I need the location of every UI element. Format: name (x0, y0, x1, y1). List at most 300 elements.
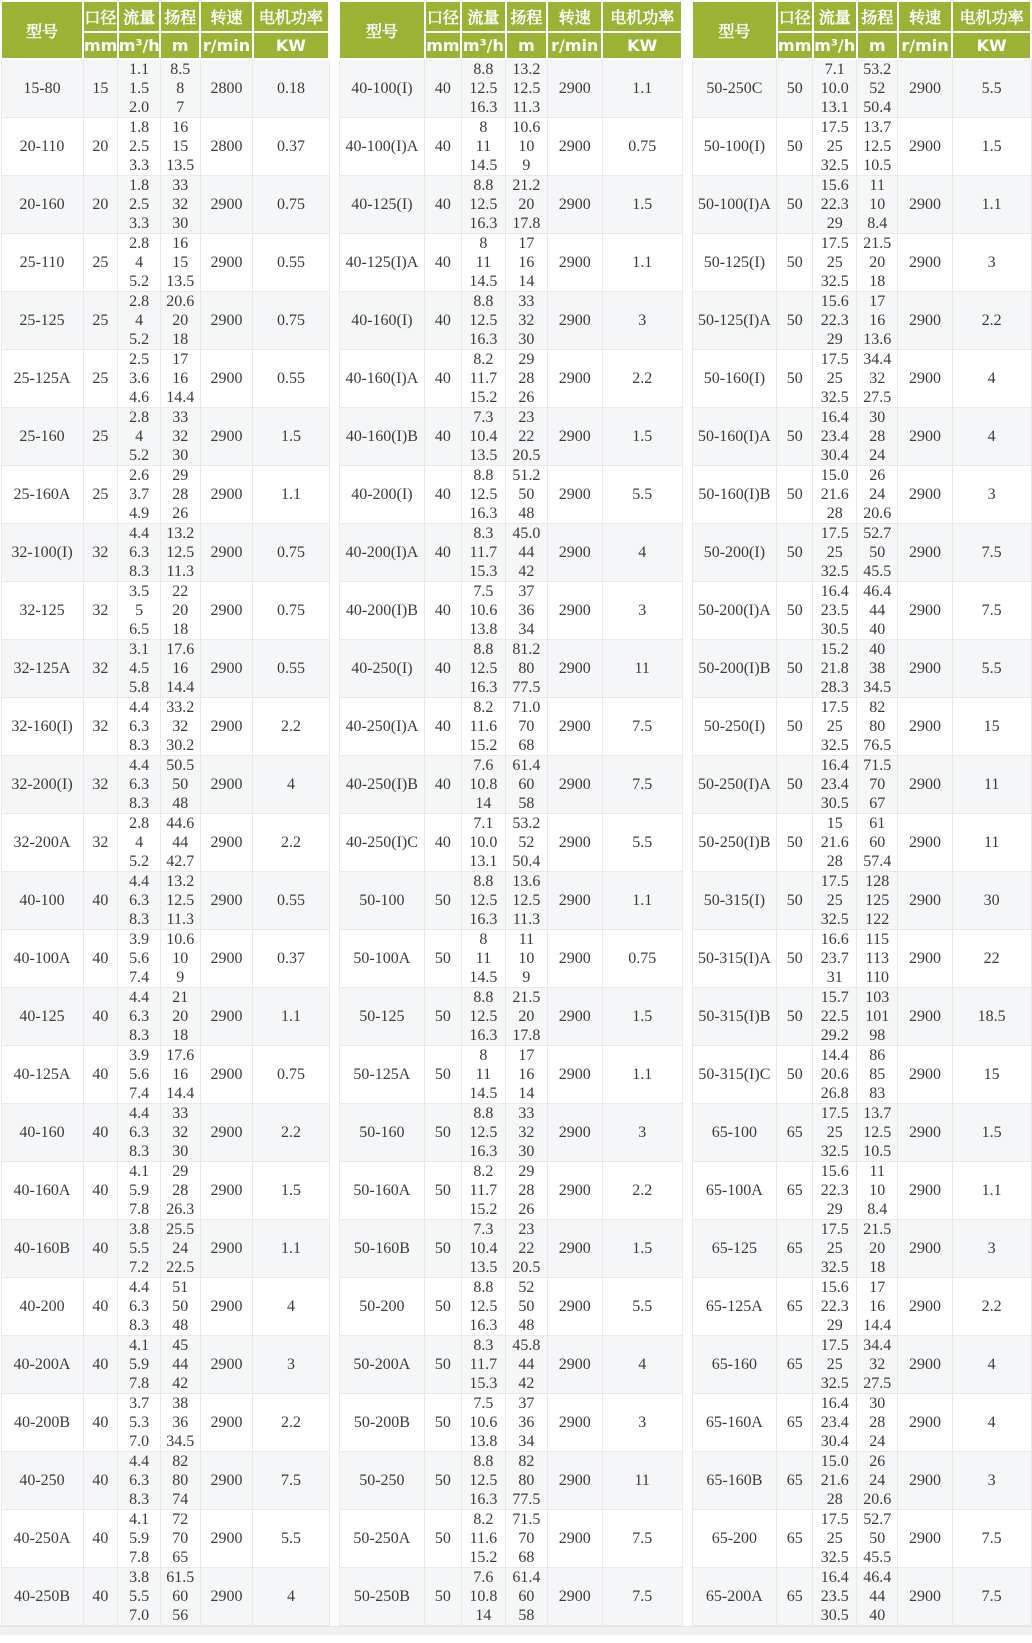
table-row (692, 582, 1031, 640)
head-cell: 13.2 12.5 11.3 (160, 524, 200, 582)
flow-cell: 2.6 3.7 4.9 (118, 466, 161, 524)
speed-cell: 2900 (898, 756, 953, 814)
speed-cell: 2900 (547, 930, 602, 988)
col-header-model: 型号 (1, 1, 83, 59)
col-header-flow: 流量 (813, 1, 857, 32)
model-cell: 32-200A (1, 814, 83, 872)
power-cell: 2.2 (602, 350, 682, 408)
table-row (692, 1046, 1031, 1104)
power-cell: 11 (602, 640, 682, 698)
table-header (339, 1, 682, 59)
head-cell: 21.5 20 17.8 (506, 988, 548, 1046)
diameter-cell: 40 (83, 1104, 118, 1162)
power-cell: 1.5 (602, 408, 682, 466)
speed-cell: 2900 (200, 756, 253, 814)
speed-cell: 2900 (898, 466, 953, 524)
table-row (1, 1162, 329, 1220)
diameter-cell: 50 (425, 930, 461, 988)
diameter-cell: 50 (425, 1336, 461, 1394)
power-cell: 7.5 (952, 582, 1031, 640)
table-row (339, 1336, 682, 1394)
flow-cell: 1.8 2.5 3.3 (118, 176, 161, 234)
head-cell: 11 10 9 (506, 930, 548, 988)
col-unit-head: m (160, 32, 200, 59)
model-cell: 50-160(I)B (692, 466, 777, 524)
speed-cell: 2900 (898, 1568, 953, 1626)
model-cell: 65-125A (692, 1278, 777, 1336)
table-row (339, 1568, 682, 1626)
col-unit-head: m (857, 32, 898, 59)
table-row (339, 524, 682, 582)
diameter-cell: 40 (425, 59, 461, 118)
model-cell: 50-100(I)A (692, 176, 777, 234)
speed-cell: 2900 (200, 1336, 253, 1394)
flow-cell: 16.4 23.4 30.4 (813, 1394, 857, 1452)
model-cell: 40-125 (1, 988, 83, 1046)
speed-cell: 2900 (200, 234, 253, 292)
power-cell: 7.5 (253, 1452, 329, 1510)
power-cell: 1.5 (602, 988, 682, 1046)
power-cell: 3 (602, 292, 682, 350)
flow-cell: 8 11 14.5 (461, 930, 506, 988)
flow-cell: 16.6 23.7 31 (813, 930, 857, 988)
table-row (692, 176, 1031, 234)
diameter-cell: 50 (777, 176, 813, 234)
speed-cell: 2900 (547, 872, 602, 930)
model-cell: 50-250A (339, 1510, 425, 1568)
table-row (1, 234, 329, 292)
speed-cell: 2900 (547, 292, 602, 350)
speed-cell: 2900 (547, 1568, 602, 1626)
diameter-cell: 40 (83, 1046, 118, 1104)
model-cell: 40-160(I)A (339, 350, 425, 408)
power-cell: 7.5 (602, 756, 682, 814)
power-cell: 30 (952, 872, 1031, 930)
table-row (692, 640, 1031, 698)
flow-cell: 3.1 4.5 5.8 (118, 640, 161, 698)
power-cell: 3 (602, 1104, 682, 1162)
diameter-cell: 50 (777, 988, 813, 1046)
model-cell: 40-100 (1, 872, 83, 930)
diameter-cell: 50 (777, 814, 813, 872)
flow-cell: 8.8 12.5 16.3 (461, 1104, 506, 1162)
pump-spec-table-1 (0, 0, 330, 1626)
speed-cell: 2900 (547, 698, 602, 756)
flow-cell: 15.6 22.3 29 (813, 1278, 857, 1336)
flow-cell: 17.5 25 32.5 (813, 1510, 857, 1568)
table-row (339, 988, 682, 1046)
col-header-diameter: 口径 (425, 1, 461, 32)
flow-cell: 2.8 4 5.2 (118, 234, 161, 292)
speed-cell: 2900 (547, 176, 602, 234)
diameter-cell: 65 (777, 1220, 813, 1278)
flow-cell: 17.5 25 32.5 (813, 234, 857, 292)
flow-cell: 15.6 22.3 29 (813, 292, 857, 350)
head-cell: 33 32 30 (160, 176, 200, 234)
model-cell: 40-160A (1, 1162, 83, 1220)
col-header-power: 电机功率 (952, 1, 1031, 32)
speed-cell: 2900 (200, 872, 253, 930)
table-row (1, 176, 329, 234)
head-cell: 25.5 24 22.5 (160, 1220, 200, 1278)
head-cell: 10.6 10 9 (160, 930, 200, 988)
power-cell: 3 (602, 582, 682, 640)
head-cell: 17 16 13.6 (857, 292, 898, 350)
table-row (339, 1394, 682, 1452)
flow-cell: 8.3 11.7 15.3 (461, 1336, 506, 1394)
model-cell: 32-100(I) (1, 524, 83, 582)
diameter-cell: 50 (777, 234, 813, 292)
speed-cell: 2800 (200, 118, 253, 176)
diameter-cell: 50 (425, 1104, 461, 1162)
diameter-cell: 40 (425, 466, 461, 524)
power-cell: 4 (602, 1336, 682, 1394)
col-unit-diameter: mm (777, 32, 813, 59)
model-cell: 40-125(I) (339, 176, 425, 234)
flow-cell: 4.4 6.3 8.3 (118, 1278, 161, 1336)
diameter-cell: 40 (83, 930, 118, 988)
power-cell: 7.5 (952, 524, 1031, 582)
head-cell: 13.7 12.5 10.5 (857, 118, 898, 176)
flow-cell: 8.2 11.6 15.2 (461, 698, 506, 756)
diameter-cell: 50 (425, 872, 461, 930)
speed-cell: 2900 (898, 582, 953, 640)
power-cell: 2.2 (602, 1162, 682, 1220)
col-header-flow: 流量 (461, 1, 506, 32)
head-cell: 13.2 12.5 11.3 (160, 872, 200, 930)
head-cell: 52.7 50 45.5 (857, 1510, 898, 1568)
table-row (339, 176, 682, 234)
table-row (339, 1278, 682, 1336)
diameter-cell: 50 (777, 1046, 813, 1104)
model-cell: 32-125 (1, 582, 83, 640)
col-unit-speed: r/min (898, 32, 953, 59)
diameter-cell: 50 (425, 1394, 461, 1452)
speed-cell: 2900 (547, 1452, 602, 1510)
table-row (692, 698, 1031, 756)
flow-cell: 8.8 12.5 16.3 (461, 988, 506, 1046)
model-cell: 50-125(I)A (692, 292, 777, 350)
model-cell: 40-250(I)A (339, 698, 425, 756)
table-row (1, 814, 329, 872)
head-cell: 23 22 20.5 (506, 408, 548, 466)
speed-cell: 2900 (547, 1394, 602, 1452)
table-row (692, 756, 1031, 814)
head-cell: 34.4 32 27.5 (857, 1336, 898, 1394)
diameter-cell: 25 (83, 466, 118, 524)
head-cell: 13.7 12.5 10.5 (857, 1104, 898, 1162)
speed-cell: 2900 (898, 1336, 953, 1394)
diameter-cell: 40 (425, 756, 461, 814)
head-cell: 17 16 14 (506, 1046, 548, 1104)
head-cell: 17.6 16 14.4 (160, 1046, 200, 1104)
diameter-cell: 20 (83, 118, 118, 176)
head-cell: 72 70 65 (160, 1510, 200, 1568)
flow-cell: 8.8 12.5 16.3 (461, 1278, 506, 1336)
table-row (692, 408, 1031, 466)
head-cell: 38 36 34.5 (160, 1394, 200, 1452)
flow-cell: 8.8 12.5 16.3 (461, 1452, 506, 1510)
table-row (1, 1046, 329, 1104)
model-cell: 50-100(I) (692, 118, 777, 176)
speed-cell: 2900 (547, 1104, 602, 1162)
col-header-head: 扬程 (160, 1, 200, 32)
flow-cell: 4.1 5.9 7.8 (118, 1162, 161, 1220)
flow-cell: 17.5 25 32.5 (813, 118, 857, 176)
power-cell: 4 (952, 1394, 1031, 1452)
model-cell: 50-315(I)A (692, 930, 777, 988)
head-cell: 45.0 44 42 (506, 524, 548, 582)
table-row (1, 1278, 329, 1336)
power-cell: 3 (602, 1394, 682, 1452)
power-cell: 4 (253, 1568, 329, 1626)
diameter-cell: 50 (425, 1568, 461, 1626)
col-header-speed: 转速 (200, 1, 253, 32)
flow-cell: 17.5 25 32.5 (813, 1104, 857, 1162)
table-row (692, 872, 1031, 930)
speed-cell: 2900 (547, 1278, 602, 1336)
flow-cell: 4.4 6.3 8.3 (118, 756, 161, 814)
flow-cell: 8.2 11.7 15.2 (461, 1162, 506, 1220)
speed-cell: 2900 (547, 1336, 602, 1394)
speed-cell: 2900 (898, 1104, 953, 1162)
model-cell: 65-200 (692, 1510, 777, 1568)
model-cell: 40-250(I) (339, 640, 425, 698)
diameter-cell: 32 (83, 814, 118, 872)
model-cell: 40-100(I)A (339, 118, 425, 176)
power-cell: 0.75 (253, 582, 329, 640)
table-row (339, 59, 682, 118)
model-cell: 40-125(I)A (339, 234, 425, 292)
power-cell: 22 (952, 930, 1031, 988)
power-cell: 4 (253, 1278, 329, 1336)
diameter-cell: 65 (777, 1278, 813, 1336)
table-row (339, 640, 682, 698)
model-cell: 50-250 (339, 1452, 425, 1510)
flow-cell: 15.6 22.3 29 (813, 1162, 857, 1220)
table-row (1, 350, 329, 408)
table-row (339, 1162, 682, 1220)
model-cell: 40-200 (1, 1278, 83, 1336)
table-row (1, 1510, 329, 1568)
model-cell: 50-200 (339, 1278, 425, 1336)
head-cell: 30 28 24 (857, 408, 898, 466)
speed-cell: 2900 (200, 930, 253, 988)
table-body (339, 59, 682, 1626)
col-unit-head: m (506, 32, 548, 59)
col-header-power: 电机功率 (253, 1, 329, 32)
head-cell: 45 44 42 (160, 1336, 200, 1394)
power-cell: 5.5 (602, 1278, 682, 1336)
diameter-cell: 50 (425, 1046, 461, 1104)
head-cell: 34.4 32 27.5 (857, 350, 898, 408)
col-header-diameter: 口径 (83, 1, 118, 32)
model-cell: 65-200A (692, 1568, 777, 1626)
power-cell: 15 (952, 1046, 1031, 1104)
speed-cell: 2900 (200, 582, 253, 640)
flow-cell: 17.5 25 32.5 (813, 698, 857, 756)
head-cell: 61.4 60 58 (506, 1568, 548, 1626)
table-row (339, 408, 682, 466)
power-cell: 7.5 (952, 1510, 1031, 1568)
model-cell: 40-250(I)B (339, 756, 425, 814)
speed-cell: 2900 (200, 1568, 253, 1626)
diameter-cell: 40 (83, 1394, 118, 1452)
head-cell: 17 16 14 (506, 234, 548, 292)
power-cell: 7.5 (602, 1568, 682, 1626)
table-row (339, 118, 682, 176)
table-row (1, 872, 329, 930)
power-cell: 11 (952, 814, 1031, 872)
table-row (692, 234, 1031, 292)
model-cell: 50-160B (339, 1220, 425, 1278)
head-cell: 61 60 57.4 (857, 814, 898, 872)
power-cell: 11 (602, 1452, 682, 1510)
model-cell: 40-200(I) (339, 466, 425, 524)
speed-cell: 2900 (898, 176, 953, 234)
diameter-cell: 40 (425, 176, 461, 234)
head-cell: 82 80 77.5 (506, 1452, 548, 1510)
col-header-model: 型号 (339, 1, 425, 59)
power-cell: 2.2 (253, 1104, 329, 1162)
table-row (339, 698, 682, 756)
head-cell: 13.6 12.5 11.3 (506, 872, 548, 930)
col-header-power: 电机功率 (602, 1, 682, 32)
model-cell: 40-200B (1, 1394, 83, 1452)
diameter-cell: 40 (83, 1278, 118, 1336)
power-cell: 0.55 (253, 350, 329, 408)
flow-cell: 15.7 22.5 29.2 (813, 988, 857, 1046)
flow-cell: 4.4 6.3 8.3 (118, 988, 161, 1046)
head-cell: 46.4 44 40 (857, 1568, 898, 1626)
table-row (692, 1162, 1031, 1220)
diameter-cell: 40 (425, 350, 461, 408)
flow-cell: 7.3 10.4 13.5 (461, 408, 506, 466)
diameter-cell: 65 (777, 1510, 813, 1568)
diameter-cell: 65 (777, 1568, 813, 1626)
speed-cell: 2900 (200, 408, 253, 466)
speed-cell: 2900 (547, 814, 602, 872)
power-cell: 1.5 (952, 118, 1031, 176)
diameter-cell: 50 (777, 466, 813, 524)
table-header (1, 1, 329, 59)
power-cell: 3 (952, 1220, 1031, 1278)
col-header-flow: 流量 (118, 1, 161, 32)
model-cell: 32-160(I) (1, 698, 83, 756)
diameter-cell: 50 (777, 59, 813, 118)
power-cell: 0.75 (253, 1046, 329, 1104)
head-cell: 33 32 30 (160, 1104, 200, 1162)
table-row (1, 756, 329, 814)
flow-cell: 7.5 10.6 13.8 (461, 582, 506, 640)
pump-spec-table-3 (691, 0, 1032, 1626)
diameter-cell: 40 (425, 524, 461, 582)
speed-cell: 2900 (898, 59, 953, 118)
flow-cell: 4.1 5.9 7.8 (118, 1510, 161, 1568)
power-cell: 4 (602, 524, 682, 582)
head-cell: 33 32 30 (506, 292, 548, 350)
diameter-cell: 40 (83, 1162, 118, 1220)
model-cell: 40-200(I)B (339, 582, 425, 640)
flow-cell: 2.8 4 5.2 (118, 408, 161, 466)
flow-cell: 15 21.6 28 (813, 814, 857, 872)
power-cell: 3 (253, 1336, 329, 1394)
flow-cell: 3.7 5.3 7.0 (118, 1394, 161, 1452)
flow-cell: 3.8 5.5 7.0 (118, 1568, 161, 1626)
power-cell: 1.5 (602, 1220, 682, 1278)
power-cell: 3 (952, 234, 1031, 292)
power-cell: 1.5 (602, 176, 682, 234)
flow-cell: 16.4 23.5 30.5 (813, 582, 857, 640)
head-cell: 53.2 52 50.4 (857, 59, 898, 118)
power-cell: 7.5 (602, 698, 682, 756)
table-row (1, 1104, 329, 1162)
model-cell: 50-200A (339, 1336, 425, 1394)
head-cell: 17.6 16 14.4 (160, 640, 200, 698)
table-row (339, 1104, 682, 1162)
speed-cell: 2900 (898, 1162, 953, 1220)
diameter-cell: 50 (777, 698, 813, 756)
speed-cell: 2900 (200, 814, 253, 872)
flow-cell: 2.8 4 5.2 (118, 292, 161, 350)
model-cell: 20-160 (1, 176, 83, 234)
head-cell: 29 28 26 (506, 1162, 548, 1220)
model-cell: 40-250B (1, 1568, 83, 1626)
diameter-cell: 50 (777, 524, 813, 582)
head-cell: 13.2 12.5 11.3 (506, 59, 548, 118)
speed-cell: 2900 (898, 1510, 953, 1568)
power-cell: 0.75 (602, 118, 682, 176)
model-cell: 32-125A (1, 640, 83, 698)
speed-cell: 2900 (898, 350, 953, 408)
model-cell: 40-160B (1, 1220, 83, 1278)
head-cell: 86 85 83 (857, 1046, 898, 1104)
power-cell: 5.5 (602, 814, 682, 872)
table-row (692, 1510, 1031, 1568)
speed-cell: 2900 (200, 176, 253, 234)
power-cell: 2.2 (253, 698, 329, 756)
speed-cell: 2900 (547, 234, 602, 292)
flow-cell: 17.5 25 32.5 (813, 350, 857, 408)
table-row (1, 988, 329, 1046)
power-cell: 1.1 (253, 1220, 329, 1278)
table-row (692, 524, 1031, 582)
diameter-cell: 50 (425, 1220, 461, 1278)
power-cell: 5.5 (952, 640, 1031, 698)
model-cell: 50-125(I) (692, 234, 777, 292)
power-cell: 4 (952, 408, 1031, 466)
power-cell: 18.5 (952, 988, 1031, 1046)
table-row (692, 1568, 1031, 1626)
col-header-speed: 转速 (898, 1, 953, 32)
speed-cell: 2900 (547, 988, 602, 1046)
flow-cell: 15.0 21.6 28 (813, 1452, 857, 1510)
flow-cell: 1.1 1.5 2.0 (118, 59, 161, 118)
flow-cell: 7.1 10.0 13.1 (813, 59, 857, 118)
flow-cell: 8.8 12.5 16.3 (461, 292, 506, 350)
model-cell: 65-100A (692, 1162, 777, 1220)
speed-cell: 2900 (898, 988, 953, 1046)
table-row (339, 1452, 682, 1510)
table-row (1, 59, 329, 118)
model-cell: 50-250B (339, 1568, 425, 1626)
head-cell: 21.5 20 18 (857, 1220, 898, 1278)
power-cell: 2.2 (952, 1278, 1031, 1336)
table-row (1, 1452, 329, 1510)
head-cell: 37 36 34 (506, 1394, 548, 1452)
head-cell: 61.4 60 58 (506, 756, 548, 814)
model-cell: 40-250 (1, 1452, 83, 1510)
